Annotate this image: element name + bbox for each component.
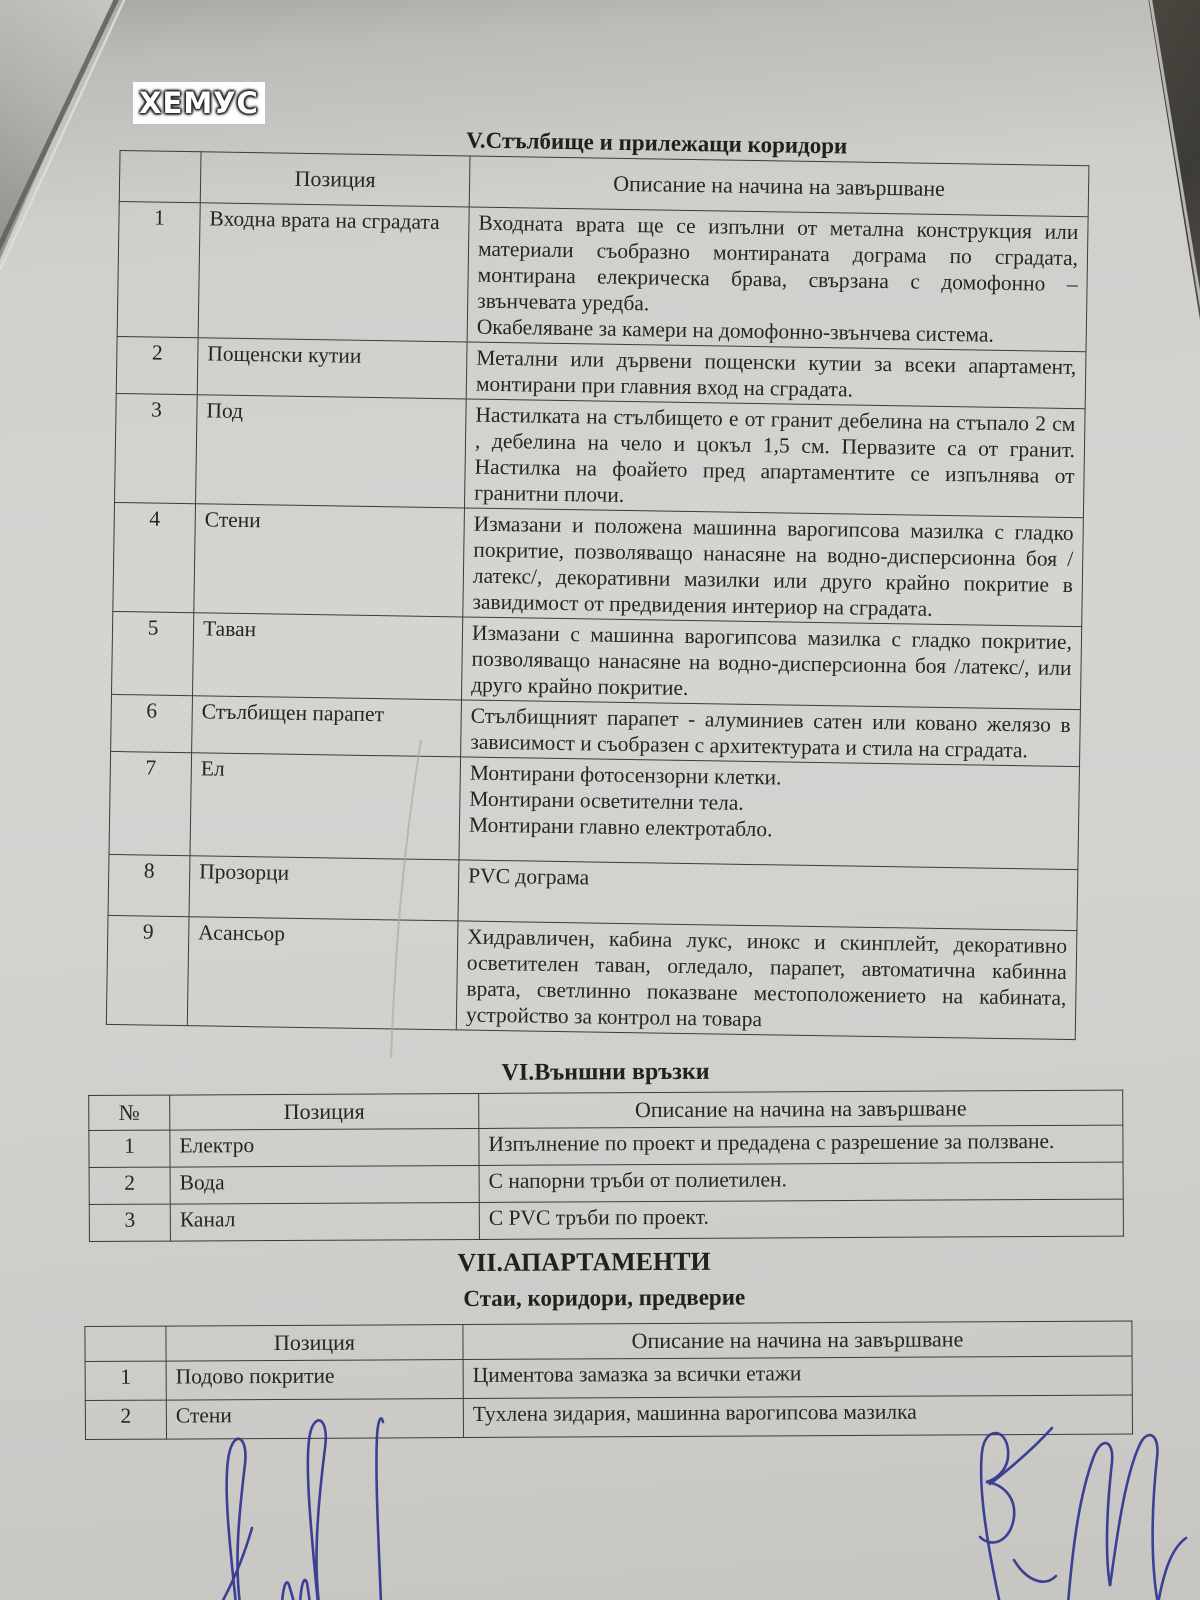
column-header-position: Позиция xyxy=(166,1325,463,1362)
section-vii-title: VII.АПАРТАМЕНТИ xyxy=(457,1246,711,1278)
row-position-cell: Таван xyxy=(192,613,462,700)
row-number-cell: 8 xyxy=(108,854,190,916)
description-paragraph: Тухлена зидария, машинна варогипсова мазилка xyxy=(472,1399,917,1426)
description-paragraph: Измазани и положена машинна варогипсова мазилка с гладко покритие, позволяващо нанасяне на водно-дисперсионна боя /латекс/, декоративни мазилки или друго крайно покритие в завидимост от предвидения интериор на сградата. xyxy=(472,511,1074,621)
hemus-logo xyxy=(133,82,265,124)
row-number-cell: 2 xyxy=(85,1400,166,1439)
row-number-cell: 1 xyxy=(117,201,200,337)
description-paragraph: Настилката на стълбището е от гранит дебелина на стъпало 2 см , дебелина на чело и цокъл 1,5 см. Первазите са от гранит. Настилка на фоайето пред апартаментите се изпълнява от гранитни плочи. xyxy=(474,402,1076,507)
row-number-cell: 2 xyxy=(89,1167,170,1204)
description-paragraph: Монтирани осветителни тела. xyxy=(469,786,744,815)
row-position-cell: Канал xyxy=(170,1202,479,1241)
description-paragraph: С напорни тръби от полиетилен. xyxy=(488,1167,787,1193)
row-number-cell: 6 xyxy=(111,694,193,752)
row-position-cell: Входна врата на сградата xyxy=(198,203,469,342)
table-header-row xyxy=(85,1321,1132,1361)
signature-right xyxy=(980,1428,1186,1600)
row-description-cell xyxy=(464,399,1085,518)
row-description-cell xyxy=(458,860,1078,931)
row-position-cell: Стълбищен парапет xyxy=(192,696,462,757)
column-header-position: Позиция xyxy=(200,152,470,207)
row-number-cell: 5 xyxy=(112,611,194,695)
staircase-spec-table xyxy=(106,150,1090,1040)
row-description-cell xyxy=(479,1199,1123,1239)
hemus-logo-text: ХЕМУС xyxy=(139,86,259,120)
row-number-cell: 2 xyxy=(116,336,198,394)
table-row xyxy=(113,502,1084,626)
section-apartments xyxy=(84,1245,1133,1440)
row-description-cell xyxy=(466,342,1086,409)
row-position-cell: Ел xyxy=(190,753,461,860)
table-row xyxy=(109,751,1079,869)
row-position-cell: Под xyxy=(196,395,467,508)
description-paragraph: Монтирани фотосензорни клетки. xyxy=(469,760,782,790)
description-paragraph: Монтирани главно електротабло. xyxy=(468,812,773,842)
row-description-cell xyxy=(479,1125,1123,1165)
row-number-cell: 4 xyxy=(113,502,196,612)
section-staircase-corridors xyxy=(106,122,1090,1040)
row-number-cell: 7 xyxy=(109,751,192,855)
row-number-cell: 1 xyxy=(89,1130,170,1167)
row-description-cell xyxy=(461,617,1081,710)
description-paragraph: Хидравличен, кабина лукс, инокс и скинплейт, декоративно осветителен таван, огледало, парапет, автоматична кабинна врата, светлинно показване местоположението на кабината, устройство за контрол на товара xyxy=(465,924,1068,1032)
row-position-cell: Асансьор xyxy=(187,917,458,1030)
description-paragraph: Измазани с машинна варогипсова мазилка с гладко покритие, позволяващо нанасяне на водно-дисперсионна боя /латекс/, или друго крайно покритие. xyxy=(471,620,1073,700)
row-position-cell: Пощенски кутии xyxy=(197,338,467,399)
row-number-cell: 3 xyxy=(115,393,198,503)
table-row xyxy=(115,393,1086,517)
table-row xyxy=(117,201,1088,351)
row-description-cell xyxy=(463,508,1084,627)
column-header-num xyxy=(119,151,201,203)
row-description-cell xyxy=(467,207,1088,352)
description-paragraph: PVC дограма xyxy=(468,863,590,890)
column-header-description: Описание на начина на завършване xyxy=(479,1090,1123,1128)
section-vi-title: VI.Външни връзки xyxy=(501,1058,710,1086)
column-header-num: № xyxy=(89,1095,170,1130)
row-number-cell: 1 xyxy=(85,1361,166,1400)
row-number-cell: 3 xyxy=(89,1204,170,1241)
row-position-cell: Подово покритие xyxy=(166,1360,463,1401)
description-paragraph: Входната врата ще се изпълни от метална конструкция или материали съобразно монтираната дограма по сградата, монтирана елекрическа брава, свързана с домофонно – звънчевата уредба. xyxy=(477,210,1079,316)
desk-corner-top-right xyxy=(1140,0,1200,320)
apartments-table xyxy=(84,1321,1133,1440)
table-header-row xyxy=(89,1090,1123,1130)
description-paragraph: Окабеляване за камери на домофонно-звънчева система. xyxy=(476,314,995,347)
external-connections-table xyxy=(88,1090,1124,1242)
row-position-cell: Стени xyxy=(194,504,465,617)
column-header-num xyxy=(85,1326,166,1361)
page-curl-top-left xyxy=(0,0,130,270)
description-paragraph: С PVC тръби по проект. xyxy=(488,1204,709,1230)
row-description-cell xyxy=(461,700,1081,767)
description-paragraph: Изпълнение по проект и предадена с разрешение за ползване. xyxy=(488,1128,1055,1156)
row-number-cell: 9 xyxy=(106,915,189,1025)
column-header-description: Описание на начина на завършване xyxy=(463,1321,1132,1360)
row-position-cell: Вода xyxy=(170,1165,479,1204)
table-row xyxy=(89,1162,1123,1204)
table-row xyxy=(89,1199,1123,1241)
row-description-cell xyxy=(459,757,1080,870)
section-vii-subtitle: Стаи, коридори, предверие xyxy=(463,1284,746,1312)
row-description-cell xyxy=(456,921,1077,1040)
column-header-description: Описание на начина на завършване xyxy=(469,156,1089,217)
description-paragraph: Метални или дървени пощенски кутии за всеки апартамент, монтирани при главния вход на сградата. xyxy=(475,345,1077,402)
signature-left xyxy=(221,1418,383,1600)
table-row xyxy=(106,915,1077,1039)
row-position-cell: Електро xyxy=(170,1128,479,1167)
section-external-connections xyxy=(88,1057,1124,1242)
row-description-cell xyxy=(463,1395,1132,1438)
section-v-title: V.Стълбище и прилежащи коридори xyxy=(466,127,848,159)
table-row xyxy=(89,1125,1123,1167)
row-position-cell: Прозорци xyxy=(189,856,459,921)
column-header-position: Позиция xyxy=(170,1093,479,1130)
row-description-cell xyxy=(479,1162,1123,1202)
table-row xyxy=(85,1395,1132,1439)
row-position-cell: Стени xyxy=(166,1399,463,1440)
row-description-cell xyxy=(463,1356,1132,1399)
description-paragraph: Стълбищният парапет - алуминиев сатен или ковано желязо в зависимост и съобразен с архитектурата и стила на сградата. xyxy=(470,703,1071,763)
table-row xyxy=(112,611,1082,709)
table-row xyxy=(85,1356,1132,1400)
description-paragraph: Циментова замазка за всички етажи xyxy=(472,1361,802,1387)
